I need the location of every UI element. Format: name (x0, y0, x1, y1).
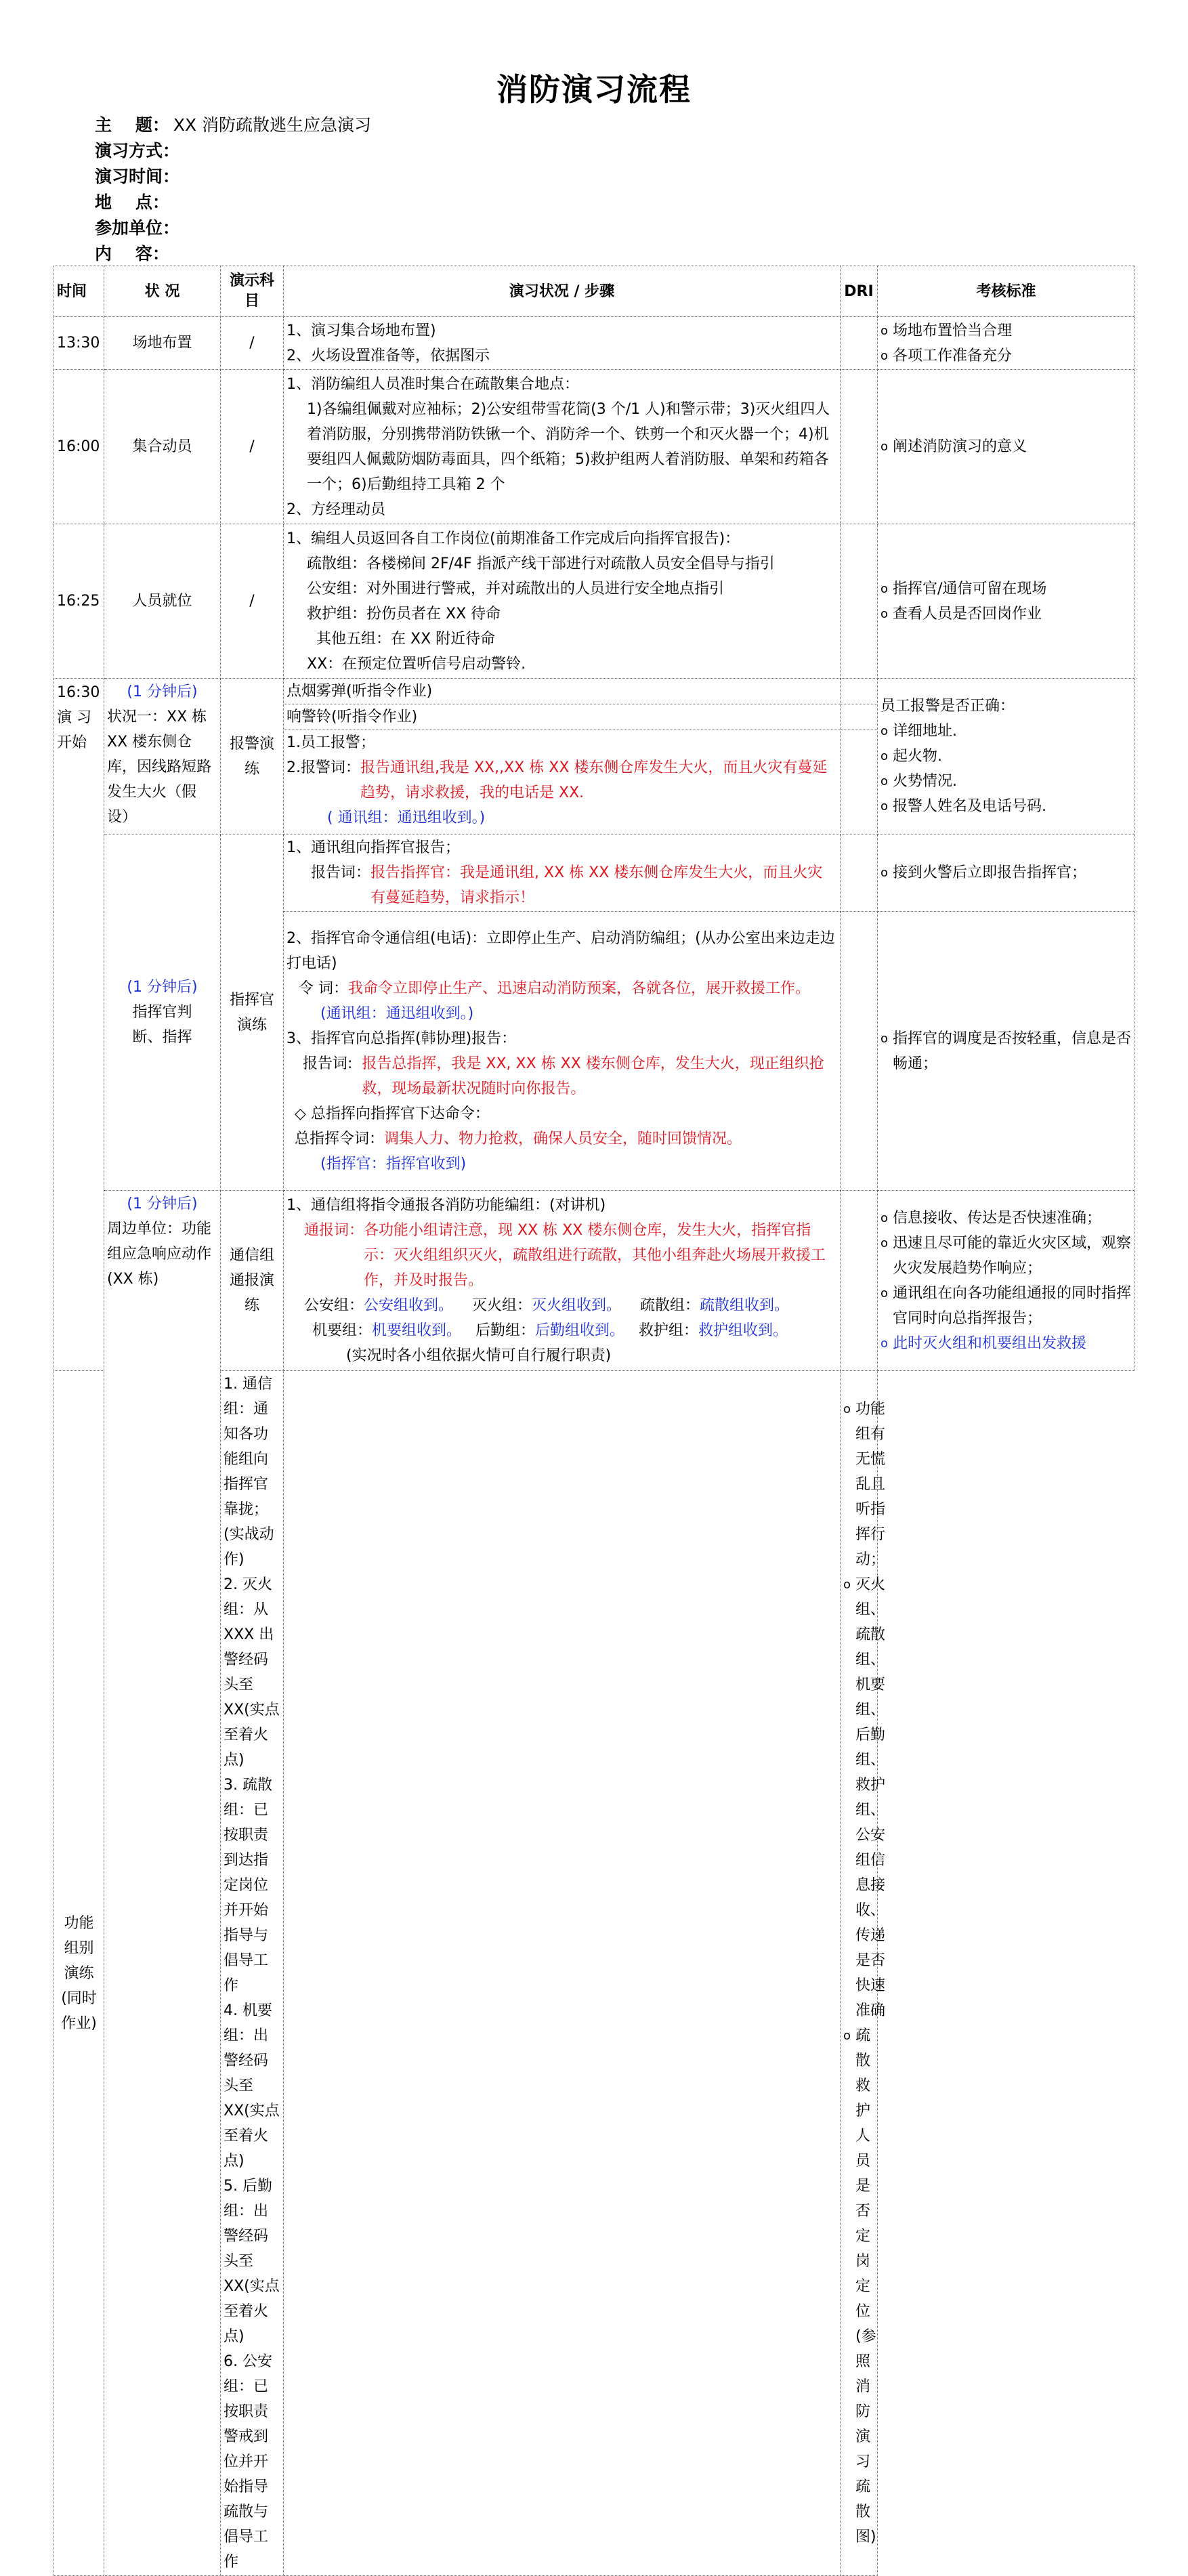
table-row (54, 370, 1135, 524)
row-steps: 1、通讯组向指挥官报告； 报告词： 报告指挥官：我是通讯组, XX 栋 XX 楼东侧仓库发生大火，而且火灾有蔓延趋势，请求指示！ (284, 835, 841, 912)
row-status: (1 分钟后) 周边单位：功能组应急响应动作(XX 栋) (104, 1191, 221, 2576)
row-criteria: ο 场地布置恰当合理 ο 各项工作准备充分 (878, 317, 1135, 370)
bullet-icon: ο (881, 581, 889, 596)
row-steps: 1、通信组将指令通报各消防功能编组：(对讲机) 通报词： 各功能小组请注意，现 XX 栋 XX 楼东侧仓库，发生大火，指挥官指示：灭火组组织灭火，疏散组进行疏散，其他小组奔赴火场展开救援工作，并及时报告。 公安组：公安组收到。 灭火组：灭火组收到。 疏散组：疏散组收到。 机要组：机要组收到。 后勤组：后勤组收到。 救护组：救护组收到。 (实况时各小组依据火情可自行履行职责) (284, 1191, 841, 1371)
header-dri: DRI (841, 266, 878, 317)
meta-time: 演习时间： (95, 167, 180, 186)
table-row (54, 679, 1135, 835)
row-steps: 1、编组人员返回各自工作岗位(前期准备工作完成后向指挥官报告)： 疏散组：各楼梯间 2F/4F 指派产线干部进行对疏散人员安全倡导与指引 公安组：对外围进行警戒，并对疏散出的人员进行安全地点指引 救护组：扮伤员者在 XX 待命 其他五组：在 XX 附近待命 XX：在预定位置听信号启动警铃. (284, 524, 841, 679)
bullet-icon: ο (843, 1578, 851, 1592)
bullet-icon: ο (881, 1031, 889, 1046)
row-criteria: 员工报警是否正确： ο 详细地址. ο 起火物. ο 火势情况. ο 报警人姓名及电话号码. (878, 679, 1135, 835)
page-title: 消防演习流程 (496, 71, 692, 108)
row-subject: / (221, 370, 284, 524)
row-criteria: ο 接到火警后立即报告指挥官； (878, 835, 1135, 912)
bullet-icon: ο (843, 1402, 851, 1416)
header-criteria: 考核标准 (878, 266, 1135, 317)
row-dri (841, 524, 878, 679)
row-subject: 功能组别演练(同时作业) (54, 1371, 104, 2576)
row-time: 16:25 (54, 524, 104, 679)
meta-units: 参加单位： (95, 218, 180, 238)
row-steps: 2、指挥官命令通信组(电话)：立即停止生产、启动消防编组；(从办公室出来边走边打电话) 令 词： 我命令立即停止生产、迅速启动消防预案，各就各位，展开救援工作。 (通讯组：通迅组收到。) 3、指挥官向总指挥(韩协理)报告： 报告词: 报告总指挥，我是 XX, XX 栋 XX 楼东侧仓库，发生大火，现正组织抢救，现场最新状况随时向你报告。 ◇ 总指挥向指挥官下达命令： 总指挥令词：调集人力、物力抢救，确保人员安全，随时回馈情况。 (指挥官：指挥官收到) (284, 912, 841, 1191)
table-row (54, 835, 1135, 912)
bullet-icon: ο (881, 348, 889, 363)
row-time: 16:00 (54, 370, 104, 524)
row-subject: 报警演练 (221, 679, 284, 835)
bullet-icon: ο (881, 724, 889, 738)
bullet-icon: ο (881, 1210, 889, 1225)
row-dri (841, 317, 878, 370)
header-subject: 演示科目 (221, 266, 284, 317)
bullet-icon: ο (881, 866, 889, 880)
table-row (54, 524, 1135, 679)
table-row (54, 1191, 1135, 1371)
bullet-icon: ο (881, 1336, 889, 1351)
bullet-icon: ο (881, 774, 889, 788)
meta-content: 内 容： (95, 244, 169, 263)
row-time: 16:30 演 习开始 (54, 679, 104, 1371)
row-dri (841, 679, 878, 835)
bullet-icon: ο (881, 1236, 889, 1250)
row-dri (284, 1371, 841, 2576)
header-status: 状 况 (104, 266, 221, 317)
row-dri (841, 912, 878, 1191)
bullet-icon: ο (881, 440, 889, 454)
header-steps: 演习状况 / 步骤 (284, 266, 841, 317)
bullet-icon: ο (881, 323, 889, 338)
row-subject: 通信组通报演练 (221, 1191, 284, 1371)
bullet-icon: ο (843, 2029, 851, 2043)
row-status: 场地布置 (104, 317, 221, 370)
row-steps: 1、消防编组人员准时集合在疏散集合地点： 1)各编组佩戴对应袖标；2)公安组带雪花筒(3 个/1 人)和警示带；3)灭火组四人着消防服，分别携带消防铁锹一个、消防斧一个、铁剪一个和灭火器一个；4)机要组四人佩戴防烟防毒面具，四个纸箱；5)救护组两人着消防服、单架和药箱各一个；6)后勤组持工具箱 2 个 2、方经理动员 (284, 370, 841, 524)
row-status: 人员就位 (104, 524, 221, 679)
row-criteria: ο 信息接收、传达是否快速准确； ο 迅速且尽可能的靠近火灾区域，观察火灾发展趋势作响应； ο 通讯组在向各功能组通报的同时指挥官同时向总指挥报告； ο 此时灭火组和机要组出发救援 (878, 1191, 1135, 1371)
bullet-icon: ο (881, 1286, 889, 1301)
bullet-icon: ο (881, 606, 889, 621)
row-status: (1 分钟后) 状况一：XX 栋 XX 楼东侧仓库，因线路短路发生大火（假设） (104, 679, 221, 835)
row-dri (841, 370, 878, 524)
drill-table (54, 266, 1135, 2576)
row-subject: 指挥官演练 (221, 835, 284, 1191)
row-steps: 1. 通信组：通知各功能组向指挥官靠拢；(实战动作) 2. 灭火组：从 XXX 出警经码头至 XX(实点至着火点) 3. 疏散组：已按职责到达指定岗位并开始指导与倡导工作 4. 机要组：出警经码头至 XX(实点至着火点) 5. 后勤组：出警经码头至 XX(实点至着火点) 6. 公安组：已按职责警戒到位并开始指导疏散与倡导工作 (221, 1371, 284, 2576)
row-subject: / (221, 524, 284, 679)
row-time: 13:30 (54, 317, 104, 370)
row-subject: / (221, 317, 284, 370)
bullet-icon: ο (881, 749, 889, 763)
meta-topic: 主 题： XX 消防疏散逃生应急演习 (95, 115, 372, 135)
row-criteria: ο 指挥官的调度是否按轻重，信息是否畅通； (878, 912, 1135, 1191)
row-criteria: ο 功能组有无慌乱且听指挥行动； ο 灭火组、疏散组、机要组、后勤组、救护组、公安组信息接收、传递是否快速准确 ο 疏散救护人员是否定岗定位(参照消防演习疏散图) (841, 1371, 878, 2576)
row-dri (841, 835, 878, 912)
meta-location: 地 点： (95, 192, 169, 212)
row-criteria: ο 阐述消防演习的意义 (878, 370, 1135, 524)
row-criteria: ο 指挥官/通信可留在现场 ο 查看人员是否回岗作业 (878, 524, 1135, 679)
row-status: (1 分钟后) 指挥官判断、指挥 (104, 835, 221, 1191)
table-row (54, 317, 1135, 370)
header-time: 时间 (54, 266, 104, 317)
meta-method: 演习方式： (95, 141, 180, 161)
row-steps: 点烟雾弹(听指令作业) 响警铃(听指令作业) 1.员工报警； 2.报警词： 报告通讯组,我是 XX,,XX 栋 XX 楼东侧仓库发生大火，而且火灾有蔓延趋势，请求救援，我的电话是 XX. ( 通讯组：通迅组收到。) (284, 679, 841, 835)
bullet-icon: ο (881, 799, 889, 814)
table-header (54, 266, 1135, 317)
row-status: 集合动员 (104, 370, 221, 524)
row-dri (841, 1191, 878, 1371)
drill-meta (95, 112, 371, 267)
row-steps: 1、演习集合场地布置) 2、火场设置准备等，依据图示 (284, 317, 841, 370)
